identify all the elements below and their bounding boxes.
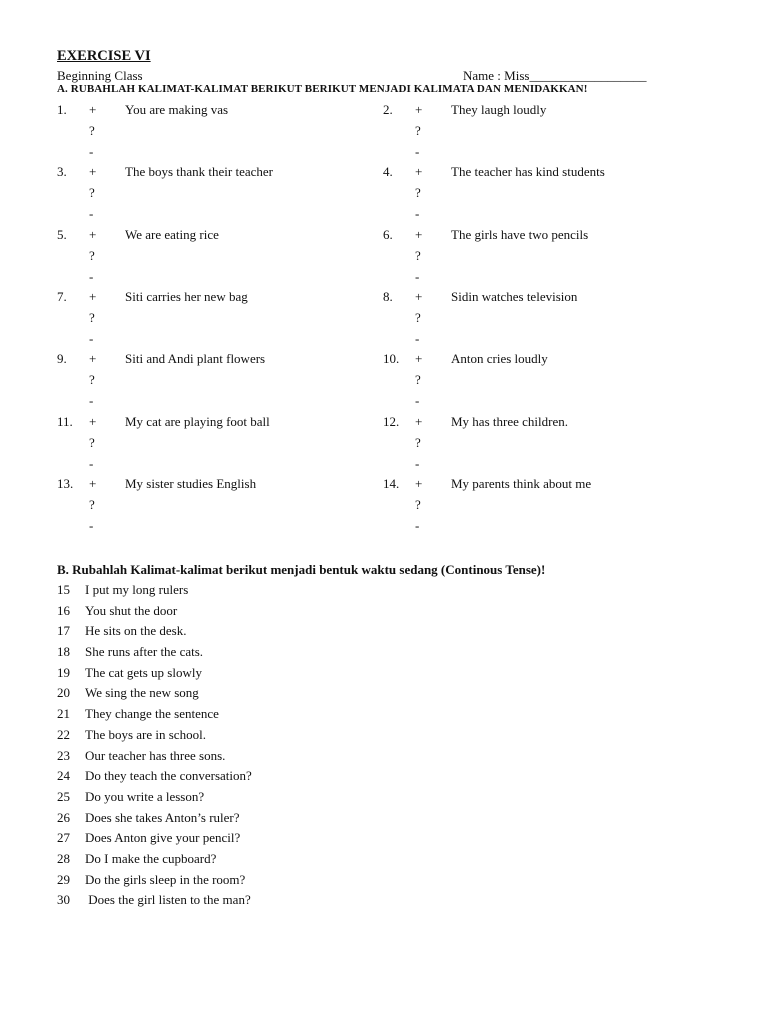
item-number: 1. (57, 102, 67, 117)
positive-marker: + (415, 475, 423, 491)
question-marker: ? (89, 247, 95, 263)
list-item-text: Does the girl listen to the man? (85, 892, 251, 908)
exercise-item (57, 289, 377, 349)
exercise-item (57, 164, 377, 224)
exercise-item (57, 476, 377, 536)
negative-marker: - (89, 330, 94, 346)
list-item-text: Do the girls sleep in the room? (85, 871, 246, 887)
item-number: 4. (383, 164, 393, 180)
negative-marker: - (89, 206, 94, 222)
exercise-item (383, 289, 703, 349)
exercise-item (383, 476, 703, 536)
question-marker: ? (89, 496, 95, 512)
exercise-item (383, 164, 703, 224)
question-marker: ? (415, 123, 421, 138)
list-item-text: Does she takes Anton’s ruler? (85, 809, 240, 825)
list-item-number: 15 (57, 582, 70, 597)
section-b-heading: B. Rubahlah Kalimat-kalimat berikut menjadi bentuk waktu sedang (Continous Tense)! (57, 562, 546, 577)
exercise-item (57, 414, 377, 474)
list-item-number: 29 (57, 871, 70, 887)
item-number: 13. (57, 475, 74, 491)
positive-marker: + (89, 102, 97, 117)
positive-marker: + (89, 226, 97, 242)
question-marker: ? (89, 309, 95, 325)
item-sentence: My has three children. (451, 413, 568, 429)
list-item-text: I put my long rulers (85, 582, 189, 597)
negative-marker: - (415, 393, 420, 409)
list-item-number: 26 (57, 809, 70, 825)
item-sentence: We are eating rice (125, 226, 219, 242)
positive-marker: + (415, 288, 423, 304)
list-item-number: 23 (57, 747, 70, 763)
question-marker: ? (89, 434, 95, 450)
question-marker: ? (415, 247, 421, 263)
item-sentence: My cat are playing foot ball (125, 413, 270, 429)
question-marker: ? (415, 496, 421, 512)
item-sentence: Siti carries her new bag (125, 288, 248, 304)
positive-marker: + (89, 288, 97, 304)
list-item-text: Do they teach the conversation? (85, 768, 252, 784)
question-marker: ? (415, 372, 421, 388)
exercise-item (57, 227, 377, 287)
negative-marker: - (89, 268, 94, 284)
list-item-number: 20 (57, 685, 70, 701)
exercise-item (383, 351, 703, 411)
item-sentence: The teacher has kind students (451, 164, 605, 180)
item-number: 11. (57, 413, 73, 429)
negative-marker: - (415, 206, 420, 222)
list-item-text: She runs after the cats. (85, 644, 204, 660)
question-marker: ? (89, 372, 95, 388)
positive-marker: + (415, 413, 423, 429)
item-sentence: Sidin watches television (451, 288, 578, 304)
list-item-text: Our teacher has three sons. (85, 747, 226, 763)
item-sentence: My parents think about me (451, 475, 592, 491)
list-item-text: The boys are in school. (85, 726, 206, 742)
item-number: 14. (383, 475, 400, 491)
negative-marker: - (415, 517, 420, 533)
list-item-text: You shut the door (85, 602, 178, 618)
list-item-number: 28 (57, 850, 70, 866)
item-sentence: You are making vas (125, 102, 229, 117)
list-item-text: The cat gets up slowly (85, 664, 202, 680)
list-item-number: 18 (57, 644, 70, 660)
section-a-heading: A. RUBAHLAH KALIMAT-KALIMAT BERIKUT BERIKUT MENJADI KALIMATA DAN MENIDAKKAN! (57, 83, 588, 95)
negative-marker: - (415, 455, 420, 471)
list-item-number: 25 (57, 788, 70, 804)
list-item-number: 19 (57, 664, 70, 680)
question-marker: ? (89, 123, 95, 138)
item-sentence: The girls have two pencils (451, 226, 589, 242)
positive-marker: + (415, 226, 423, 242)
list-item-text: We sing the new song (85, 685, 199, 701)
item-sentence: The boys thank their teacher (125, 164, 273, 180)
list-item-number: 30 (57, 892, 70, 908)
item-number: 3. (57, 164, 67, 180)
exercise-item (57, 351, 377, 411)
negative-marker: - (89, 455, 94, 471)
exercise-item (57, 102, 377, 162)
item-number: 7. (57, 288, 67, 304)
item-number: 2. (383, 102, 393, 117)
item-number: 5. (57, 226, 67, 242)
negative-marker: - (415, 144, 420, 159)
negative-marker: - (89, 393, 94, 409)
list-item-number: 17 (57, 623, 70, 639)
item-number: 6. (383, 226, 393, 242)
list-item-number: 21 (57, 706, 70, 722)
list-item-text: Do you write a lesson? (85, 788, 205, 804)
list-item-text: They change the sentence (85, 706, 219, 722)
negative-marker: - (415, 330, 420, 346)
item-number: 9. (57, 351, 67, 367)
question-marker: ? (415, 434, 421, 450)
positive-marker: + (89, 413, 97, 429)
item-sentence: Siti and Andi plant flowers (125, 351, 266, 367)
item-sentence: My sister studies English (125, 475, 257, 491)
class-label: Beginning Class (57, 68, 143, 83)
list-item-number: 22 (57, 726, 70, 742)
item-sentence: They laugh loudly (451, 102, 547, 117)
list-item-number: 24 (57, 768, 70, 784)
exercise-item (383, 227, 703, 287)
item-number: 8. (383, 288, 393, 304)
list-item-number: 27 (57, 830, 70, 846)
positive-marker: + (89, 475, 97, 491)
page-title: EXERCISE VI (57, 48, 151, 64)
positive-marker: + (415, 102, 423, 117)
question-marker: ? (415, 185, 421, 201)
question-marker: ? (415, 309, 421, 325)
positive-marker: + (89, 351, 97, 367)
negative-marker: - (89, 144, 94, 159)
name-label: Name : Miss__________________ (463, 68, 647, 83)
list-item-text: He sits on the desk. (85, 623, 187, 639)
list-item-text: Do I make the cupboard? (85, 850, 217, 866)
positive-marker: + (415, 351, 423, 367)
item-number: 12. (383, 413, 400, 429)
negative-marker: - (89, 517, 94, 533)
list-item-number: 16 (57, 602, 70, 618)
positive-marker: + (89, 164, 97, 180)
item-sentence: Anton cries loudly (451, 351, 548, 367)
negative-marker: - (415, 268, 420, 284)
item-number: 10. (383, 351, 400, 367)
positive-marker: + (415, 164, 423, 180)
exercise-item (383, 102, 703, 162)
question-marker: ? (89, 185, 95, 201)
exercise-item (383, 414, 703, 474)
list-item-text: Does Anton give your pencil? (85, 830, 241, 846)
